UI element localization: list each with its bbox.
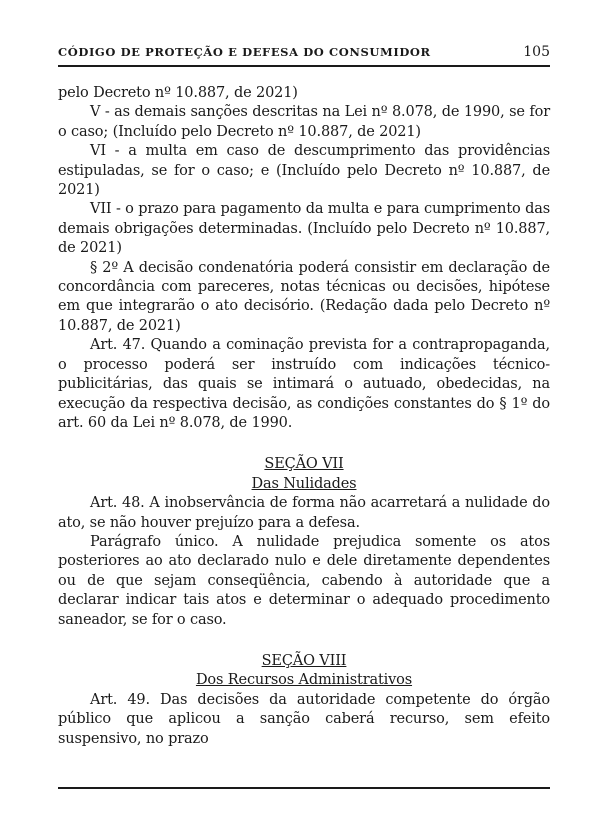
paragraph: VII - o prazo para pagamento da multa e para cumprimento das demais obrigações determinadas. (Incluído pelo Decreto nº 10.887, de 2021) [58,201,550,257]
paragraph: Art. 49. Das decisões da autoridade competente do órgão público que aplicou a sanção caberá recurso, sem efeito suspensivo, no prazo [58,691,550,747]
paragraph: Parágrafo único. A nulidade prejudica somente os atos posteriores ao ato declarado nulo e dele diretamente dependentes ou de que sejam conseqüência, cabendo à autoridade que a declarar indicar tais atos e determinar o adequado procedimento saneador, se for o caso. [58,533,550,628]
section-title: SEÇÃO VIII [261,652,347,669]
header-rule [58,65,550,67]
paragraph: VI - a multa em caso de descumprimento das providências estipuladas, se for o caso; e (Incluído pelo Decreto nº 10.887, de 2021) [58,143,550,199]
section-heading-viii [58,652,550,691]
running-title: CÓDIGO DE PROTEÇÃO E DEFESA DO CONSUMIDOR [58,45,431,59]
paragraph: § 2º A decisão condenatória poderá consistir em declaração de concordância com pareceres, notas técnicas ou decisões, hipótese em que integrarão o ato decisório. (Redação dada pelo Decreto nº 10.887, de 2021) [58,259,550,334]
page-body [58,84,550,749]
section-subtitle: Dos Recursos Administrativos [195,672,413,689]
section-title: SEÇÃO VII [264,456,344,473]
paragraph: Art. 47. Quando a cominação prevista for a contrapropaganda, o processo poderá ser instruído com indicações técnico-publicitárias, das quais se intimará o autuado, obedecidas, na execução da respectiva decisão, as condições constantes do § 1º do art. 60 da Lei nº 8.078, de 1990. [58,337,550,431]
paragraph: Art. 48. A inobservância de forma não acarretará a nulidade do ato, se não houver prejuízo para a defesa. [58,495,550,531]
section-heading-vii [58,455,550,494]
page-number: 105 [523,44,550,60]
paragraph: V - as demais sanções descritas na Lei nº 8.078, de 1990, se for o caso; (Incluído pelo Decreto nº 10.887, de 2021) [58,104,550,140]
paragraph: pelo Decreto nº 10.887, de 2021) [58,85,298,101]
page-header [58,44,550,64]
section-subtitle: Das Nulidades [251,475,357,492]
footer-rule [58,787,550,789]
